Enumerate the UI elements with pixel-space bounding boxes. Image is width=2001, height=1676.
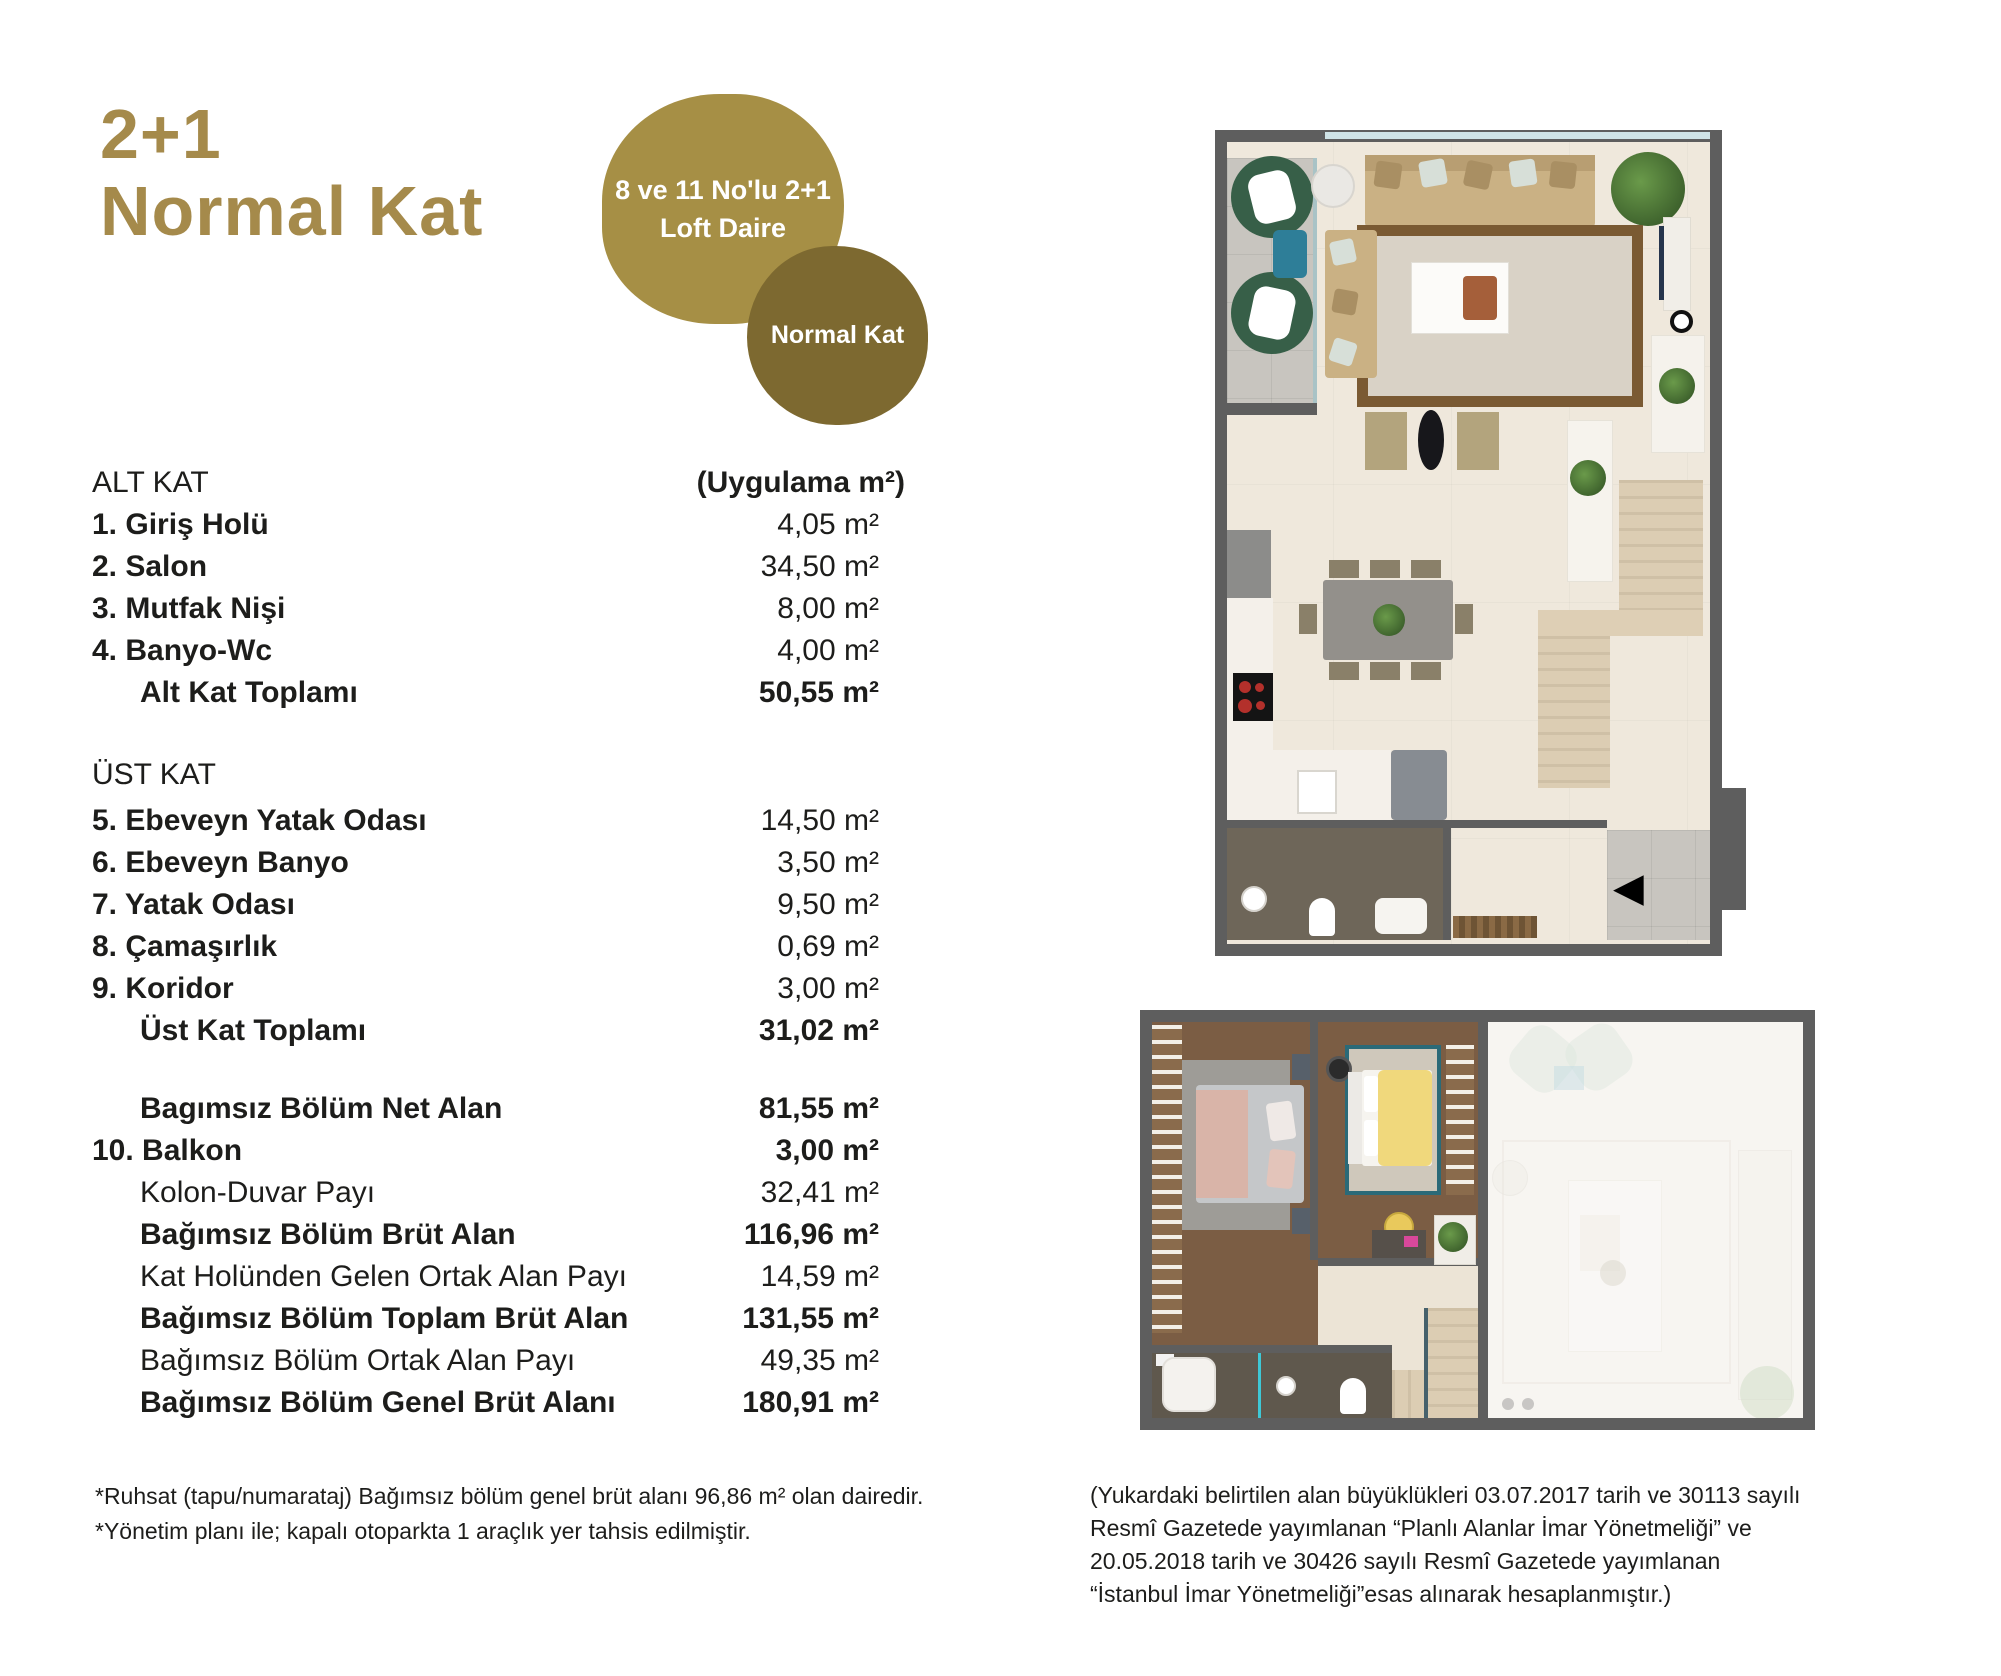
- desk-accessory: [1404, 1236, 1418, 1247]
- table-row: [92, 1130, 905, 1172]
- dining-chair: [1411, 560, 1441, 578]
- pillow: [1364, 1120, 1378, 1156]
- table-row: [92, 1010, 905, 1052]
- wall: [1227, 403, 1317, 415]
- wall: [1152, 1345, 1392, 1353]
- sofa: [1738, 1150, 1792, 1400]
- decor-disc: [1502, 1398, 1514, 1410]
- side-table: [1554, 1066, 1584, 1090]
- stairs: [1428, 1308, 1478, 1418]
- bathtub: [1375, 898, 1427, 934]
- chair-cushion: [1246, 168, 1299, 227]
- balcony-armchair: [1231, 272, 1313, 354]
- row-label: Bağımsız Bölüm Toplam Brüt Alan: [140, 1302, 629, 1335]
- plant: [1611, 152, 1685, 226]
- plant: [1438, 1222, 1468, 1252]
- stair-handrail: [1424, 1308, 1428, 1418]
- table-row: [92, 750, 905, 800]
- row-value: 4,00 m²: [777, 634, 879, 667]
- footnote-line: 20.05.2018 tarih ve 30426 sayılı Resmî Gazetede yayımlanan: [1090, 1548, 1721, 1574]
- dining-chair: [1299, 604, 1317, 634]
- bench: [1453, 916, 1537, 938]
- row-value: 14,50 m²: [760, 804, 879, 837]
- row-value: (Uygulama m²): [696, 466, 905, 499]
- stairs: [1619, 480, 1703, 610]
- shower-glass: [1258, 1353, 1261, 1418]
- decor-disc: [1670, 310, 1693, 333]
- row-value: 81,55 m²: [758, 1092, 879, 1125]
- burner: [1239, 681, 1251, 693]
- entry-arrow-icon: ◀: [1613, 866, 1644, 910]
- dining-chair: [1370, 560, 1400, 578]
- burner: [1256, 701, 1265, 710]
- table-row: [92, 714, 905, 750]
- row-value: 3,50 m²: [777, 846, 879, 879]
- row-value: 116,96 m²: [743, 1218, 879, 1251]
- cooktop: [1233, 673, 1273, 721]
- wall: [1140, 1010, 1815, 1022]
- row-label: Bagımsız Bölüm Net Alan: [140, 1092, 503, 1125]
- plant: [1740, 1366, 1794, 1420]
- cabinet: [1227, 530, 1271, 598]
- table-row: [92, 546, 905, 588]
- table-row: [92, 926, 905, 968]
- table-row: [92, 1052, 905, 1088]
- area-table: [92, 462, 905, 1424]
- row-value: 32,41 m²: [760, 1176, 879, 1209]
- table-row: [92, 1382, 905, 1424]
- footnote-line: *Yönetim planı ile; kapalı otoparkta 1 araçlık yer tahsis edilmiştir.: [95, 1518, 751, 1544]
- row-label: Bağımsız Bölüm Genel Brüt Alanı: [140, 1386, 616, 1419]
- wall: [1215, 130, 1227, 956]
- side-table: [1311, 164, 1355, 208]
- wall: [1478, 1022, 1488, 1418]
- dining-chair: [1411, 662, 1441, 680]
- pillow: [1329, 238, 1357, 266]
- balcony-ottoman: [1273, 230, 1307, 278]
- footnote-line: (Yukardaki belirtilen alan büyüklükleri 03.07.2017 tarih ve 30113 sayılı: [1090, 1482, 1801, 1508]
- burner: [1238, 699, 1252, 713]
- wall: [1140, 1418, 1815, 1430]
- row-value: 31,02 m²: [758, 1014, 879, 1047]
- stair-landing: [1538, 610, 1703, 636]
- row-value: 0,69 m²: [777, 930, 879, 963]
- shower-head: [1241, 886, 1267, 912]
- wardrobe: [1152, 1025, 1182, 1333]
- dining-chair: [1370, 662, 1400, 680]
- dining-chair: [1329, 662, 1359, 680]
- row-value: 14,59 m²: [760, 1260, 879, 1293]
- pillow: [1331, 288, 1359, 316]
- row-label: 6. Ebeveyn Banyo: [92, 846, 349, 879]
- row-value: 4,05 m²: [777, 508, 879, 541]
- row-label: Alt Kat Toplamı: [140, 676, 358, 709]
- table-row: [92, 630, 905, 672]
- wall: [1310, 1022, 1318, 1260]
- window: [1325, 132, 1710, 139]
- dining-chair: [1455, 604, 1473, 634]
- pillow: [1373, 160, 1402, 189]
- table-row: [92, 672, 905, 714]
- row-label: 10. Balkon: [92, 1134, 243, 1167]
- row-label: Bağımsız Bölüm Ortak Alan Payı: [140, 1344, 576, 1377]
- page-title-line2: Normal Kat: [100, 172, 484, 250]
- table-row: [92, 1172, 905, 1214]
- badge-normal-kat: [747, 246, 928, 425]
- floor-plan-ust-kat: [1140, 1010, 1815, 1430]
- fridge: [1391, 750, 1447, 820]
- wall: [1803, 1010, 1815, 1430]
- wall: [1710, 130, 1722, 956]
- table-row: [92, 462, 905, 504]
- badge-loft-line1: 8 ve 11 No'lu 2+1: [615, 175, 831, 205]
- row-label: 5. Ebeveyn Yatak Odası: [92, 804, 427, 837]
- dining-chair: [1329, 560, 1359, 578]
- badge-normal-kat-label: Normal Kat: [770, 321, 905, 349]
- footnote-line: “İstanbul İmar Yönetmeliği”esas alınarak hesaplanmıştır.): [1090, 1581, 1672, 1607]
- row-label: 8. Çamaşırlık: [92, 930, 278, 963]
- kitchen-island: [1567, 420, 1613, 582]
- sink: [1297, 770, 1337, 814]
- table-row: [92, 884, 905, 926]
- wall: [1443, 828, 1451, 940]
- duvet: [1378, 1070, 1432, 1166]
- row-label: 9. Koridor: [92, 972, 234, 1005]
- chair-cushion: [1246, 284, 1297, 342]
- pillow: [1364, 1076, 1378, 1112]
- tv-console: [1663, 217, 1691, 311]
- stool: [1457, 412, 1499, 470]
- row-value: 49,35 m²: [760, 1344, 879, 1377]
- row-label: Bağımsız Bölüm Brüt Alan: [140, 1218, 516, 1251]
- table-row: [92, 1256, 905, 1298]
- wardrobe: [1446, 1045, 1474, 1195]
- table-row: [92, 504, 905, 546]
- floor-plan-alt-kat: [1215, 130, 1722, 956]
- pillow: [1266, 1149, 1296, 1190]
- pillow: [1549, 161, 1578, 190]
- headboard: [1348, 1072, 1362, 1164]
- ghosted-lower-floor: [1488, 1022, 1803, 1418]
- pillow: [1508, 158, 1537, 187]
- footnote-line: *Ruhsat (tapu/numarataj) Bağımsız bölüm genel brüt alanı 96,86 m² olan dairedir.: [95, 1483, 924, 1509]
- decor-disc: [1522, 1398, 1534, 1410]
- stairs: [1392, 1370, 1428, 1418]
- balcony-armchair: [1231, 156, 1313, 238]
- row-label: Üst Kat Toplamı: [140, 1014, 367, 1047]
- row-label: Kolon-Duvar Payı: [140, 1176, 376, 1209]
- wall: [1227, 820, 1607, 828]
- table-row: [92, 842, 905, 884]
- bathtub: [1162, 1357, 1216, 1412]
- row-value: 3,00 m²: [777, 972, 879, 1005]
- flower-centerpiece: [1373, 604, 1405, 636]
- row-value: 34,50 m²: [760, 550, 879, 583]
- toilet: [1309, 898, 1335, 936]
- table-row: [92, 1298, 905, 1340]
- pillow: [1418, 158, 1448, 188]
- page-title-line1: 2+1: [100, 95, 222, 173]
- footnote-line: Resmî Gazetede yayımlanan “Planlı Alanlar İmar Yönetmeliği” ve: [1090, 1515, 1752, 1541]
- stairs: [1538, 636, 1610, 788]
- page-title: [100, 96, 483, 250]
- badge-loft-line2: Loft Daire: [659, 213, 786, 243]
- table-row: [92, 968, 905, 1010]
- wall: [1215, 944, 1722, 956]
- burner: [1255, 683, 1264, 692]
- wall: [1722, 788, 1746, 910]
- tv: [1659, 226, 1664, 300]
- plant: [1659, 368, 1695, 404]
- footnote-left: [95, 1479, 923, 1549]
- footnote-right: [1090, 1479, 1800, 1611]
- table-row: [92, 1340, 905, 1382]
- row-value: 9,50 m²: [777, 888, 879, 921]
- row-label: 4. Banyo-Wc: [92, 634, 273, 667]
- row-label: ALT KAT: [92, 466, 209, 499]
- row-value: 3,00 m²: [775, 1134, 879, 1167]
- blanket: [1196, 1090, 1248, 1198]
- row-label: 2. Salon: [92, 550, 208, 583]
- cooktop: [1600, 1260, 1626, 1286]
- row-value: 180,91 m²: [742, 1386, 879, 1419]
- row-value: 8,00 m²: [777, 592, 879, 625]
- toilet: [1340, 1378, 1366, 1414]
- table-row: [92, 800, 905, 842]
- row-label: Kat Holünden Gelen Ortak Alan Payı: [140, 1260, 627, 1293]
- pillow: [1265, 1100, 1296, 1141]
- row-label: 3. Mutfak Nişi: [92, 592, 286, 625]
- row-value: 50,55 m²: [758, 676, 879, 709]
- row-label: ÜST KAT: [92, 758, 216, 791]
- row-value: 131,55 m²: [742, 1302, 879, 1335]
- row-label: 1. Giriş Holü: [92, 508, 269, 541]
- stool: [1365, 412, 1407, 470]
- table-row: [92, 1088, 905, 1130]
- side-table: [1418, 410, 1444, 470]
- shower-head: [1276, 1376, 1296, 1396]
- plant: [1570, 460, 1606, 496]
- table-row: [92, 588, 905, 630]
- serving-tray: [1463, 276, 1497, 320]
- wall: [1140, 1010, 1152, 1430]
- row-label: 7. Yatak Odası: [92, 888, 295, 921]
- table-row: [92, 1214, 905, 1256]
- pillow: [1463, 160, 1494, 191]
